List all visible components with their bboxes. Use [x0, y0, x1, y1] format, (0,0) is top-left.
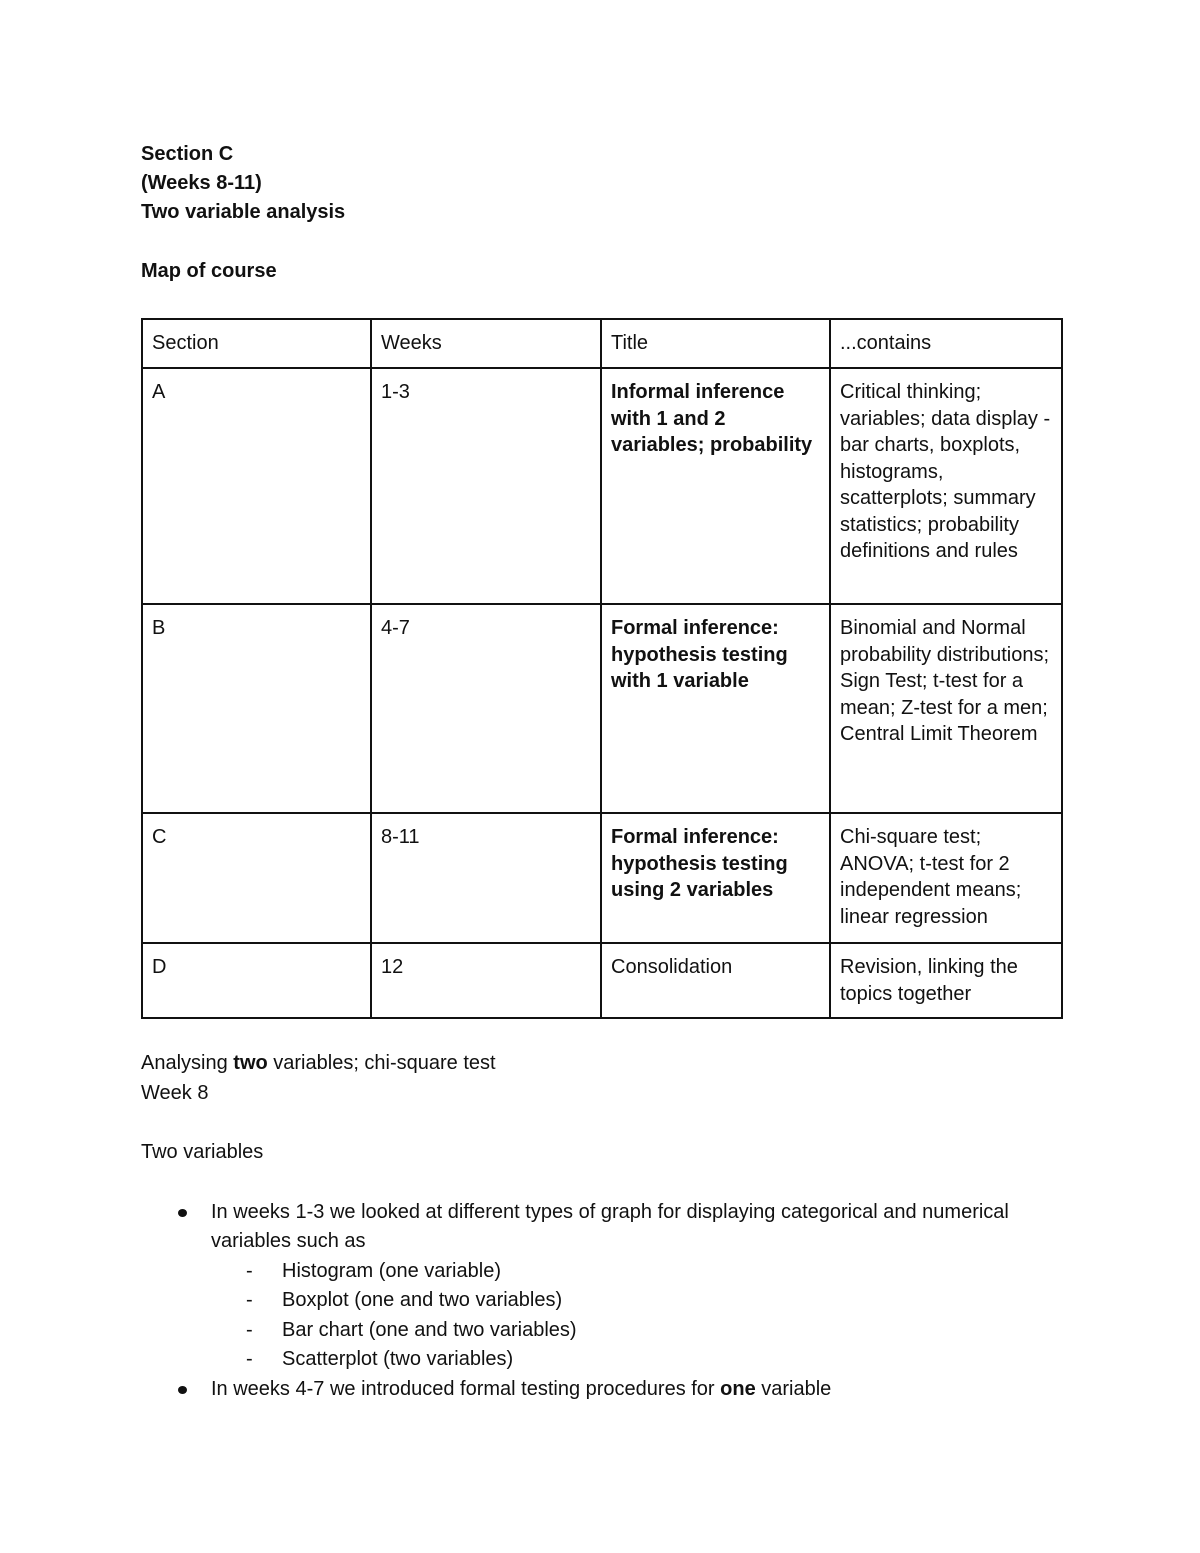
section-heading: Section C [141, 143, 234, 165]
cell-weeks: 8-11 [371, 813, 601, 943]
cell-title: Consolidation [601, 943, 830, 1018]
bullet-text-suffix: variable [755, 1377, 832, 1400]
graph-type-text: Histogram (one variable) [282, 1259, 501, 1282]
lesson-title-prefix: Analysing [141, 1052, 234, 1074]
lesson-week: Week 8 [141, 1081, 209, 1104]
dash-icon: - [246, 1289, 253, 1311]
cell-section: D [142, 943, 371, 1018]
lesson-title [141, 1049, 1061, 1079]
cell-section: C [142, 813, 371, 943]
cell-contains: Chi-square test; ANOVA; t-test for 2 independent means; linear regression [830, 813, 1062, 943]
list-item [211, 1316, 1061, 1346]
graph-type-list [211, 1257, 1061, 1375]
bullet-icon [178, 1386, 187, 1394]
cell-title: Informal inference with 1 and 2 variables; probability [601, 368, 830, 604]
bullet-text-prefix: In weeks 4-7 we introduced formal testing procedures for [211, 1377, 721, 1400]
header-cell-weeks: Weeks [371, 319, 601, 368]
document-page [141, 140, 1061, 1404]
table-row [142, 368, 1062, 604]
bullet-text: In weeks 1-3 we looked at different types of graph for displaying categorical and numerical variables such as [211, 1200, 1009, 1252]
dash-icon: - [246, 1259, 253, 1282]
graph-type-text: Scatterplot (two variables) [282, 1348, 514, 1370]
cell-section: A [142, 368, 371, 604]
bullet-list [141, 1198, 1061, 1405]
table-row [142, 813, 1062, 943]
list-item [211, 1286, 1061, 1316]
table-header-row [142, 319, 1062, 368]
header-cell-contains: ...contains [830, 319, 1062, 368]
graph-type-text: Bar chart (one and two variables) [282, 1318, 577, 1341]
table-row [142, 604, 1062, 813]
lesson-title-suffix: variables; chi-square test [267, 1052, 496, 1074]
cell-title: Formal inference: hypothesis testing using 2 variables [601, 813, 830, 943]
cell-contains: Revision, linking the topics together [830, 943, 1062, 1018]
list-item [141, 1375, 1061, 1405]
topic-heading: Two variable analysis [141, 201, 346, 223]
dash-icon: - [246, 1318, 253, 1341]
cell-contains: Binomial and Normal probability distributions; Sign Test; t-test for a mean; Z-test for a men; Central Limit Theorem [830, 604, 1062, 813]
header-cell-section: Section [142, 319, 371, 368]
bullet-text-emphasis: one [720, 1377, 756, 1400]
spacer [141, 1168, 1061, 1198]
bullet-icon [178, 1209, 187, 1217]
subheading: Two variables [141, 1141, 264, 1163]
spacer [141, 227, 1061, 257]
cell-weeks: 4-7 [371, 604, 601, 813]
lesson-title-emphasis: two [233, 1052, 268, 1074]
cell-title: Formal inference: hypothesis testing with 1 variable [601, 604, 830, 813]
cell-weeks: 1-3 [371, 368, 601, 604]
cell-weeks: 12 [371, 943, 601, 1018]
list-item [211, 1257, 1061, 1287]
table-row [142, 943, 1062, 1018]
list-item [211, 1345, 1061, 1375]
course-map-table [141, 318, 1063, 1019]
list-item [141, 1198, 1061, 1375]
cell-contains: Critical thinking; variables; data display - bar charts, boxplots, histograms, scatterplots; summary statistics; probability definitions and rules [830, 368, 1062, 604]
spacer [141, 1108, 1061, 1138]
cell-section: B [142, 604, 371, 813]
map-title: Map of course [141, 260, 277, 282]
header-cell-title: Title [601, 319, 830, 368]
dash-icon: - [246, 1348, 253, 1370]
graph-type-text: Boxplot (one and two variables) [282, 1289, 563, 1311]
weeks-heading: (Weeks 8-11) [141, 172, 262, 194]
